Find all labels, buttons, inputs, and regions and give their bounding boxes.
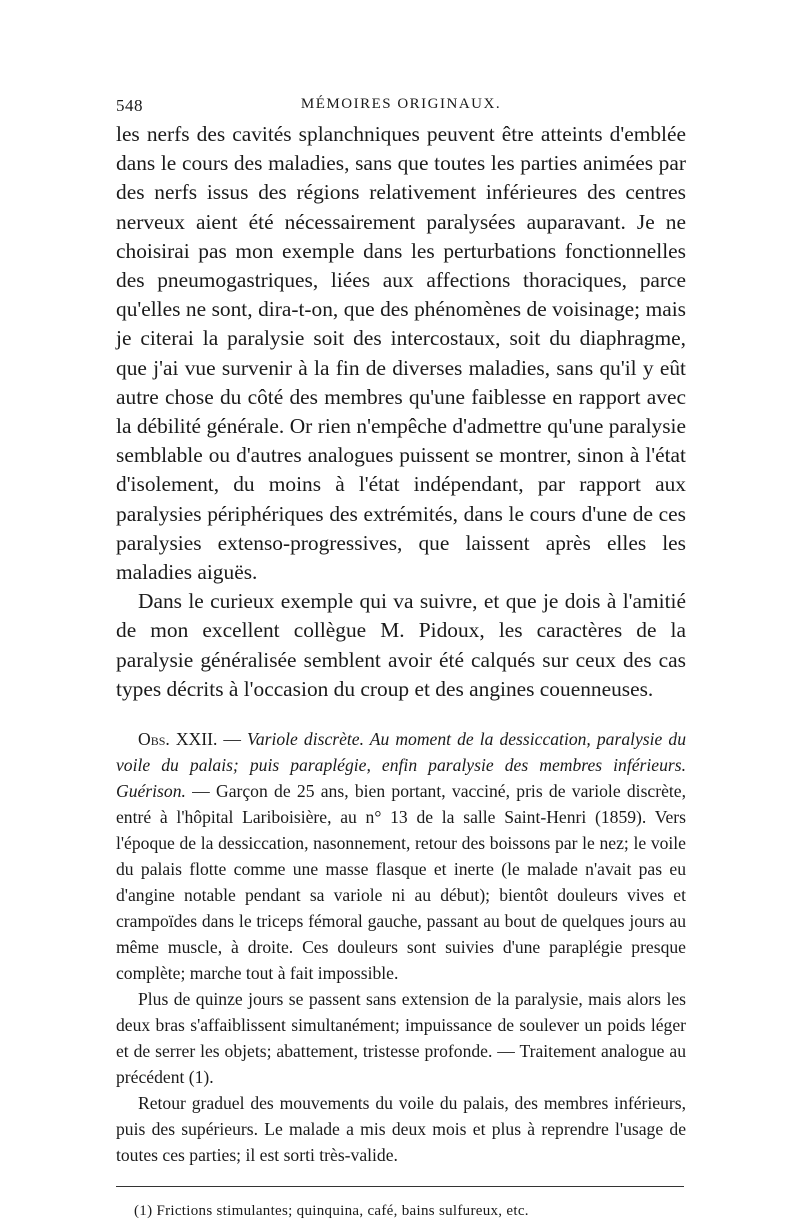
paragraph-1: les nerfs des cavités splanchniques peuvent être atteints d'emblée dans le cours des maladies, sans que toutes les parties animées par des nerfs issus des régions relativement inférieures des centres nerveux aient été nécessairement paralysées auparavant. Je ne choisirai pas mon exemple dans les perturbations fonctionnelles des pneumogastriques, liées aux affections thoraciques, parce qu'elles ne sont, dira-t-on, que des phénomènes de voisinage; mais je citerai la paralysie soit des intercostaux, soit du diaphragme, que j'ai vue survenir à la fin de diverses maladies, sans qu'il y eût autre chose du côté des membres qu'une faiblesse en rapport avec la débilité générale. Or rien n'empêche d'admettre qu'une paralysie semblable ou d'autres analogues puissent se montrer, sinon à l'état d'isolement, du moins à l'état indépendant, par rapport aux paralysies périphériques des extrémités, dans le cours d'une de ces paralysies extenso-progressives, que laissent après elles les maladies aiguës. bbox=[116, 122, 686, 585]
observation-label: Obs. XXII. bbox=[138, 729, 218, 750]
footnote-rule bbox=[116, 1186, 684, 1187]
running-head bbox=[116, 96, 686, 120]
observation-title: Variole discrète. Au moment de la dessiccation, paralysie du voile du palais; puis paraplégie, enfin paralysie des membres inférieurs. Guérison. bbox=[116, 729, 686, 802]
book-page bbox=[116, 96, 686, 1221]
running-title: MÉMOIRES ORIGINAUX. bbox=[300, 96, 502, 112]
observation-paragraph-2: Plus de quinze jours se passent sans extension de la paralysie, mais alors les deux bras s'affaiblissent simultanément; impuissance de soulever un poids léger et de serrer les objets; abattement, tristesse profonde. — Traitement analogue au précédent (1). bbox=[116, 989, 686, 1088]
page-number: 548 bbox=[116, 96, 143, 115]
observation-dash: — bbox=[217, 729, 248, 750]
observation-block bbox=[116, 726, 686, 1168]
observation-text-1: — Garçon de 25 ans, bien portant, vacciné, pris de variole discrète, entré à l'hôpital Lariboisière, au n° 13 de la salle Saint-Henri (1859). Vers l'époque de la dessiccation, nasonnement, retour des boissons par le nez; le voile du palais flotte comme une masse flasque et inerte (le malade n'avait pas eu d'angine notable pendant sa variole ni au début); bientôt douleurs vives et crampoïdes dans le triceps fémoral gauche, passant au bout de quelques jours au même muscle, à droite. Ces douleurs sont suivies d'une paraplégie presque complète; marche tout à fait impossible. bbox=[116, 781, 686, 984]
observation-paragraph-3: Retour graduel des mouvements du voile du palais, des membres inférieurs, puis des supérieurs. Le malade a mis deux mois et plus à reprendre l'usage de toutes ces parties; il est sorti très-valide. bbox=[116, 1093, 686, 1166]
observation-paragraph-1 bbox=[116, 726, 686, 986]
footnote: (1) Frictions stimulantes; quinquina, café, bains sulfureux, etc. bbox=[134, 1203, 529, 1220]
main-text bbox=[116, 120, 686, 704]
paragraph-2: Dans le curieux exemple qui va suivre, et que je dois à l'amitié de mon excellent collègue M. Pidoux, les caractères de la paralysie généralisée semblent avoir été calqués sur ceux des cas types décrits à l'occasion du croup et des angines couenneuses. bbox=[116, 589, 686, 701]
